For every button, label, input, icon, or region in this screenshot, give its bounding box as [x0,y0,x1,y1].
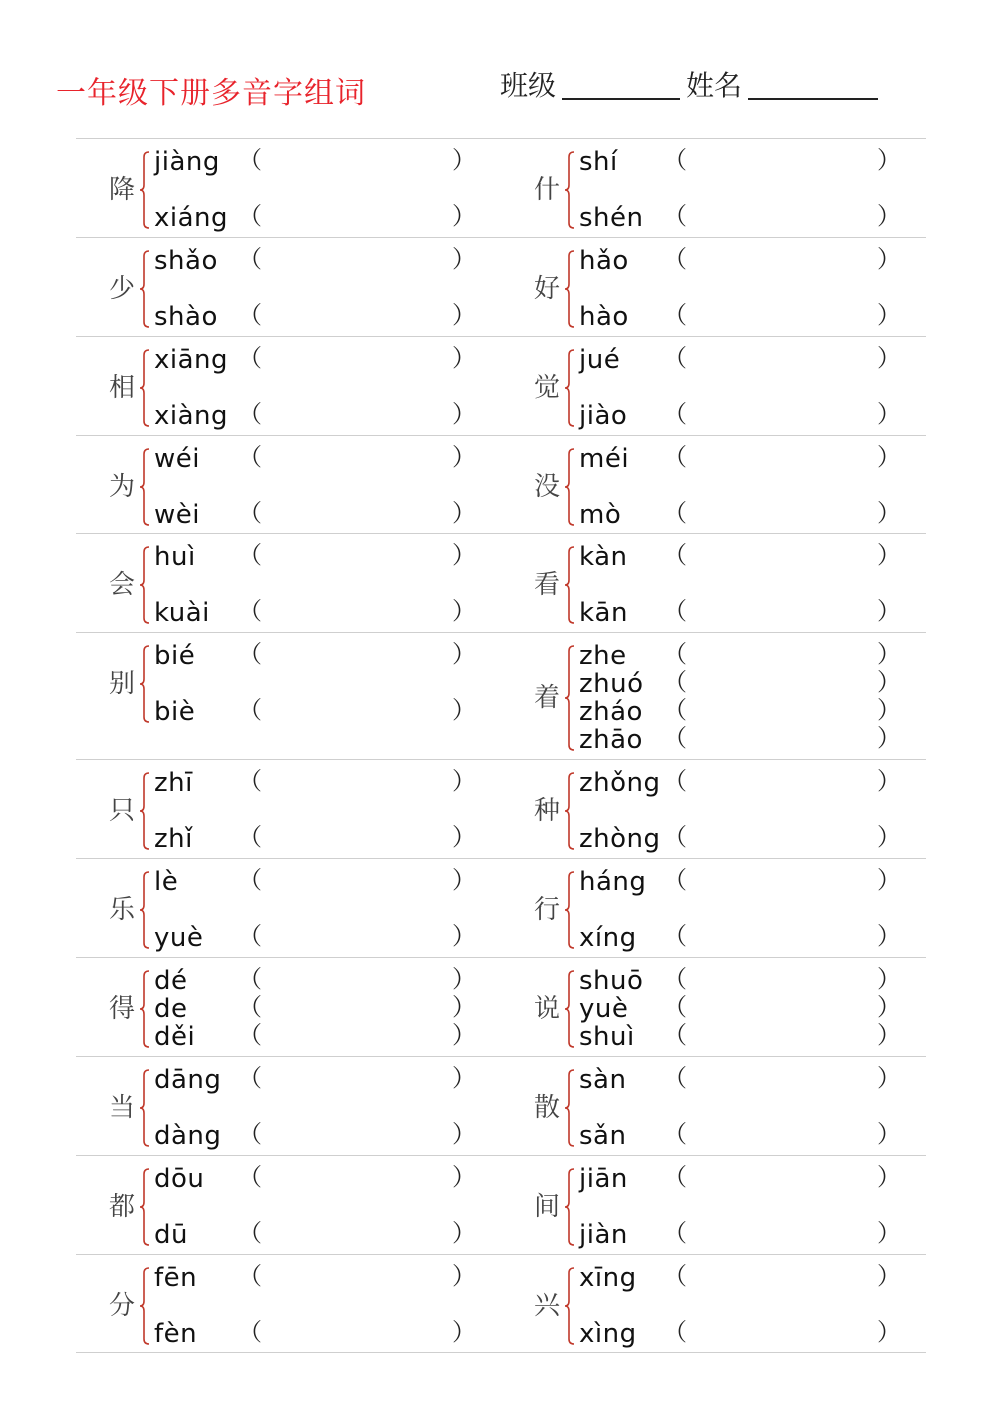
reading-line [501,203,926,233]
pinyin-label: yuè [579,994,629,1024]
table-row [76,759,926,858]
polyphone-entry [76,1057,501,1155]
answer-blank-close[interactable]: ） [452,1064,476,1092]
polyphone-entry [501,534,926,632]
name-blank[interactable] [748,97,878,100]
polyphone-entry [76,760,501,858]
class-label: 班级 [500,69,557,102]
hanzi-character: 觉 [534,373,561,403]
reading-line [501,768,926,798]
reading-line [76,1263,501,1293]
hanzi-character: 好 [534,274,561,304]
reading-line [76,598,501,628]
reading-line [501,725,926,755]
answer-blank-open[interactable]: （ [663,1120,687,1148]
pinyin-label: jiàng [154,147,220,177]
pinyin-label: xíng [579,923,637,953]
reading-line [76,1319,501,1349]
polyphone-entry [76,958,501,1056]
reading-line [76,1022,501,1052]
polyphone-entry [501,238,926,336]
class-blank[interactable] [562,97,680,100]
answer-blank-close[interactable]: ） [877,1064,901,1092]
answer-blank-close[interactable]: ） [452,245,476,273]
answer-blank-open[interactable]: （ [238,866,262,894]
answer-blank-close[interactable]: ） [877,1163,901,1191]
pinyin-label: sàn [579,1065,627,1095]
reading-line [501,824,926,854]
answer-blank-open[interactable]: （ [238,823,262,851]
page-title: 一年级下册多音字组词 [56,76,366,111]
reading-line [76,768,501,798]
table-row [76,1056,926,1155]
reading-line [501,345,926,375]
polyphone-entry [501,1255,926,1352]
answer-blank-close[interactable]: ） [877,1120,901,1148]
reading-line [76,444,501,474]
polyphone-entry [501,760,926,858]
pinyin-label: dōu [154,1164,205,1194]
polyphone-entry [501,1057,926,1155]
pinyin-label: jué [579,345,621,375]
reading-line [76,1164,501,1194]
answer-blank-open[interactable]: （ [663,1163,687,1191]
answer-blank-close[interactable]: ） [877,597,901,625]
answer-blank-close[interactable]: ） [877,993,901,1021]
answer-blank-open[interactable]: （ [663,823,687,851]
reading-line [76,1220,501,1250]
answer-blank-close[interactable]: ） [877,965,901,993]
answer-blank-close[interactable]: ） [877,499,901,527]
answer-blank-close[interactable]: ） [452,499,476,527]
pinyin-label: zháo [579,697,643,727]
answer-blank-close[interactable]: ） [877,301,901,329]
answer-blank-open[interactable]: （ [238,301,262,329]
answer-blank-open[interactable]: （ [663,640,687,668]
answer-blank-open[interactable]: （ [238,1262,262,1290]
hanzi-character: 没 [534,472,561,502]
reading-line [501,1319,926,1349]
answer-blank-close[interactable]: ） [877,541,901,569]
pinyin-label: jiào [579,401,628,431]
answer-blank-close[interactable]: ） [452,696,476,724]
name-label: 姓名 [686,69,743,102]
table-row [76,1155,926,1254]
table-row [76,632,926,759]
reading-line [501,1022,926,1052]
answer-blank-close[interactable]: ） [452,993,476,1021]
reading-line [501,598,926,628]
pinyin-label: fēn [154,1263,198,1293]
hanzi-character: 得 [109,994,136,1024]
answer-blank-open[interactable]: （ [663,597,687,625]
answer-blank-open[interactable]: （ [238,1318,262,1346]
table-row [76,138,926,237]
answer-blank-open[interactable]: （ [238,146,262,174]
reading-line [76,345,501,375]
hanzi-character: 兴 [534,1291,561,1321]
reading-line [501,542,926,572]
pinyin-label: zhǐ [154,824,193,854]
answer-blank-close[interactable]: ） [452,1318,476,1346]
reading-line [76,246,501,276]
polyphone-entry [501,958,926,1056]
pinyin-label: wéi [154,444,200,474]
pinyin-label: zhuó [579,669,644,699]
hanzi-character: 只 [109,796,136,826]
answer-blank-open[interactable]: （ [238,965,262,993]
pinyin-label: děi [154,1022,196,1052]
answer-blank-close[interactable]: ） [452,823,476,851]
reading-line [76,1065,501,1095]
polyphone-entry [501,436,926,533]
hanzi-character: 说 [534,994,561,1024]
pinyin-label: huì [154,542,196,572]
answer-blank-close[interactable]: ） [452,1021,476,1049]
answer-blank-close[interactable]: ） [452,443,476,471]
pinyin-label: méi [579,444,630,474]
reading-line [76,994,501,1024]
hanzi-character: 种 [534,796,561,826]
reading-line [501,966,926,996]
table-row [76,435,926,533]
pinyin-label: háng [579,867,647,897]
reading-line [76,923,501,953]
pinyin-label: kuài [154,598,210,628]
hanzi-character: 会 [109,570,136,600]
answer-blank-open[interactable]: （ [238,499,262,527]
answer-blank-close[interactable]: ） [877,767,901,795]
pinyin-label: xiáng [154,203,229,233]
answer-blank-open[interactable]: （ [238,1163,262,1191]
reading-line [76,1121,501,1151]
answer-blank-open[interactable]: （ [238,202,262,230]
reading-line [501,1065,926,1095]
answer-blank-open[interactable]: （ [238,1219,262,1247]
answer-blank-open[interactable]: （ [663,202,687,230]
polyphone-entry [76,859,501,957]
answer-blank-close[interactable]: ） [452,597,476,625]
answer-blank-open[interactable]: （ [238,767,262,795]
reading-line [501,444,926,474]
polyphone-entry [76,534,501,632]
answer-blank-close[interactable]: ） [452,767,476,795]
pinyin-label: xiāng [154,345,229,375]
polyphone-entry [501,633,926,759]
answer-blank-open[interactable]: （ [663,146,687,174]
polyphone-entry [501,139,926,237]
pinyin-label: kàn [579,542,628,572]
polyphone-entry [76,436,501,533]
answer-blank-close[interactable]: ） [452,1120,476,1148]
answer-blank-open[interactable]: （ [663,400,687,428]
answer-blank-close[interactable]: ） [452,344,476,372]
polyphone-entry [76,1156,501,1254]
answer-blank-open[interactable]: （ [238,245,262,273]
answer-blank-close[interactable]: ） [877,202,901,230]
reading-line [76,147,501,177]
answer-blank-close[interactable]: ） [877,344,901,372]
answer-blank-open[interactable]: （ [663,724,687,752]
answer-blank-open[interactable]: （ [663,245,687,273]
reading-line [501,923,926,953]
table-row [76,237,926,336]
polyphone-entry [76,633,501,759]
pinyin-label: hǎo [579,246,629,276]
pinyin-label: zhòng [579,824,661,854]
hanzi-character: 乐 [109,895,136,925]
hanzi-character: 为 [109,472,136,502]
answer-blank-close[interactable]: ） [877,245,901,273]
pinyin-label: xīng [579,1263,637,1293]
answer-blank-open[interactable]: （ [238,696,262,724]
reading-line [76,966,501,996]
answer-blank-close[interactable]: ） [452,202,476,230]
answer-blank-close[interactable]: ） [877,146,901,174]
pinyin-label: wèi [154,500,200,530]
pinyin-label: zhǒng [579,768,661,798]
reading-line [76,824,501,854]
answer-blank-open[interactable]: （ [663,965,687,993]
answer-blank-open[interactable]: （ [238,597,262,625]
answer-blank-open[interactable]: （ [663,344,687,372]
answer-blank-open[interactable]: （ [238,400,262,428]
reading-line [501,302,926,332]
answer-blank-close[interactable]: ） [877,1318,901,1346]
reading-line [76,401,501,431]
hanzi-character: 着 [534,683,561,713]
worksheet-table [76,138,926,1353]
pinyin-label: dàng [154,1121,222,1151]
reading-line [501,500,926,530]
pinyin-label: shào [154,302,218,332]
answer-blank-close[interactable]: ） [452,1163,476,1191]
answer-blank-open[interactable]: （ [663,993,687,1021]
answer-blank-open[interactable]: （ [663,866,687,894]
hanzi-character: 少 [109,274,136,304]
polyphone-entry [76,337,501,435]
pinyin-label: hào [579,302,629,332]
answer-blank-open[interactable]: （ [663,1262,687,1290]
pinyin-label: bié [154,641,196,671]
reading-line [501,697,926,727]
answer-blank-close[interactable]: ） [452,1262,476,1290]
answer-blank-open[interactable]: （ [238,443,262,471]
answer-blank-close[interactable]: ） [452,922,476,950]
polyphone-entry [501,859,926,957]
hanzi-character: 什 [534,175,561,205]
answer-blank-close[interactable]: ） [877,922,901,950]
answer-blank-open[interactable]: （ [238,922,262,950]
reading-line [501,246,926,276]
table-row [76,858,926,957]
answer-blank-open[interactable]: （ [663,922,687,950]
polyphone-entry [76,1255,501,1352]
answer-blank-close[interactable]: ） [452,541,476,569]
answer-blank-close[interactable]: ） [452,866,476,894]
pinyin-label: zhāo [579,725,643,755]
student-info [500,66,884,106]
answer-blank-close[interactable]: ） [452,146,476,174]
answer-blank-open[interactable]: （ [663,443,687,471]
pinyin-label: jiān [579,1164,628,1194]
pinyin-label: shí [579,147,618,177]
pinyin-label: fèn [154,1319,198,1349]
pinyin-label: dāng [154,1065,222,1095]
answer-blank-open[interactable]: （ [663,1318,687,1346]
answer-blank-open[interactable]: （ [663,767,687,795]
answer-blank-open[interactable]: （ [238,640,262,668]
answer-blank-open[interactable]: （ [663,499,687,527]
pinyin-label: dū [154,1220,188,1250]
answer-blank-close[interactable]: ） [877,400,901,428]
reading-line [501,147,926,177]
reading-line [76,542,501,572]
answer-blank-open[interactable]: （ [663,1064,687,1092]
reading-line [501,1164,926,1194]
table-row [76,336,926,435]
answer-blank-close[interactable]: ） [877,696,901,724]
answer-blank-close[interactable]: ） [877,823,901,851]
answer-blank-close[interactable]: ） [877,1219,901,1247]
reading-line [501,401,926,431]
reading-line [501,641,926,671]
pinyin-label: jiàn [579,1220,628,1250]
hanzi-character: 降 [109,175,136,205]
reading-line [501,867,926,897]
hanzi-character: 当 [109,1093,136,1123]
reading-line [76,500,501,530]
answer-blank-open[interactable]: （ [663,668,687,696]
answer-blank-open[interactable]: （ [238,541,262,569]
polyphone-entry [76,139,501,237]
pinyin-label: zhe [579,641,627,671]
pinyin-label: dé [154,966,188,996]
pinyin-label: shǎo [154,246,218,276]
answer-blank-open[interactable]: （ [663,696,687,724]
answer-blank-close[interactable]: ） [877,866,901,894]
answer-blank-open[interactable]: （ [663,301,687,329]
pinyin-label: xìng [579,1319,637,1349]
pinyin-label: biè [154,697,196,727]
pinyin-label: kān [579,598,628,628]
answer-blank-open[interactable]: （ [238,1064,262,1092]
pinyin-label: sǎn [579,1121,627,1151]
answer-blank-close[interactable]: ） [452,640,476,668]
hanzi-character: 别 [109,669,136,699]
pinyin-label: de [154,994,188,1024]
hanzi-character: 看 [534,570,561,600]
answer-blank-open[interactable]: （ [238,1021,262,1049]
answer-blank-open[interactable]: （ [238,993,262,1021]
reading-line [501,1220,926,1250]
reading-line [76,203,501,233]
answer-blank-close[interactable]: ） [877,640,901,668]
hanzi-character: 都 [109,1192,136,1222]
hanzi-character: 相 [109,373,136,403]
reading-line [76,697,501,727]
pinyin-label: mò [579,500,622,530]
pinyin-label: shuì [579,1022,635,1052]
polyphone-entry [501,337,926,435]
reading-line [501,669,926,699]
pinyin-label: yuè [154,923,204,953]
hanzi-character: 间 [534,1192,561,1222]
table-row [76,1254,926,1353]
pinyin-label: xiàng [154,401,229,431]
reading-line [76,867,501,897]
answer-blank-close[interactable]: ） [452,1219,476,1247]
answer-blank-close[interactable]: ） [452,400,476,428]
answer-blank-close[interactable]: ） [877,724,901,752]
answer-blank-close[interactable]: ） [877,1262,901,1290]
reading-line [76,641,501,671]
hanzi-character: 分 [109,1291,136,1321]
answer-blank-open[interactable]: （ [663,1219,687,1247]
polyphone-entry [76,238,501,336]
hanzi-character: 散 [534,1093,561,1123]
answer-blank-open[interactable]: （ [663,541,687,569]
table-row [76,533,926,632]
reading-line [501,994,926,1024]
pinyin-label: shuō [579,966,644,996]
answer-blank-close[interactable]: ） [877,1021,901,1049]
reading-line [76,302,501,332]
hanzi-character: 行 [534,895,561,925]
answer-blank-close[interactable]: ） [452,965,476,993]
reading-line [501,1121,926,1151]
answer-blank-close[interactable]: ） [877,668,901,696]
answer-blank-open[interactable]: （ [663,1021,687,1049]
table-row [76,957,926,1056]
answer-blank-open[interactable]: （ [238,344,262,372]
pinyin-label: shén [579,203,644,233]
pinyin-label: zhī [154,768,193,798]
polyphone-entry [501,1156,926,1254]
pinyin-label: lè [154,867,179,897]
answer-blank-open[interactable]: （ [238,1120,262,1148]
answer-blank-close[interactable]: ） [452,301,476,329]
answer-blank-close[interactable]: ） [877,443,901,471]
reading-line [501,1263,926,1293]
